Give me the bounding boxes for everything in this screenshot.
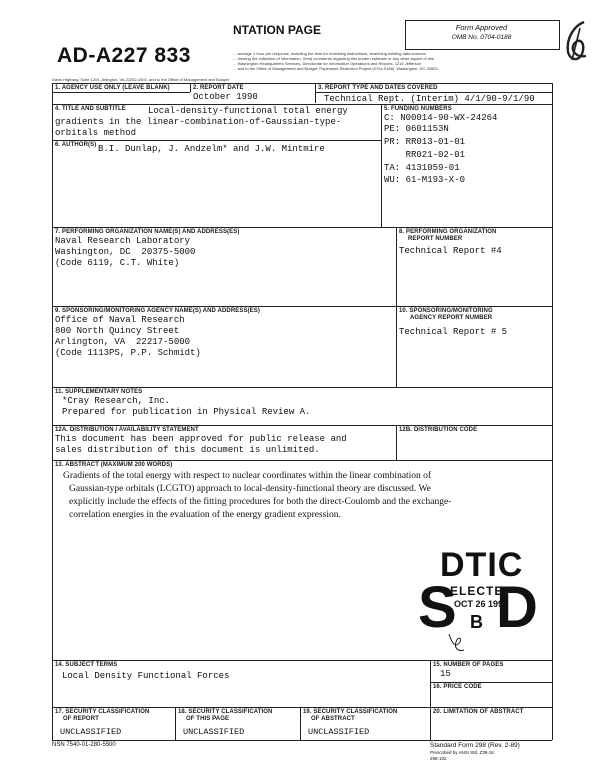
funding-line-5: TA: 4131059-01 (384, 163, 460, 173)
stamp-electe: ELECTE (450, 584, 504, 598)
title-line-2: gradients in the linear-combination-of-Gaussian-type- (55, 117, 342, 127)
burden-line-5: Davis Highway, Suite 1204, Arlington, VA 22202-4302, and to the Office of Management and Budget (52, 78, 229, 82)
supplementary-notes-label: 11. SUPPLEMENTARY NOTES (55, 389, 143, 395)
distribution-code-label: 12B. DISTRIBUTION CODE (399, 427, 478, 433)
agency-use-label: 1. AGENCY USE ONLY (LEAVE BLANK) (55, 85, 170, 91)
page-count-label: 15. NUMBER OF PAGES (433, 662, 504, 668)
page-count-value: 15 (440, 669, 451, 679)
title-label: 4. TITLE AND SUBTITLE (55, 106, 126, 112)
funding-line-2: PE: 0601153N (384, 124, 449, 134)
authors-value: B.I. Dunlap, J. Andzelm* and J.W. Mintmire (98, 144, 325, 154)
price-code-label: 16. PRICE CODE (433, 684, 482, 690)
abstract-line-2: Gaussian-type orbitals (LCGTO) approach to local-density-functional theory are discussed. We (69, 484, 431, 494)
form-left-border (52, 83, 53, 707)
abstract-line-1: Gradients of the total energy with respect to nuclear coordinates within the linear combination of (63, 471, 432, 481)
form-approved-label: Form Approved (455, 23, 508, 32)
security-report-value: UNCLASSIFIED (60, 727, 122, 737)
report-date-label: 2. REPORT DATE (193, 85, 244, 91)
performing-org-line-3: (Code 6119, C.T. White) (55, 258, 180, 268)
security-report-label-2: OF REPORT (63, 716, 99, 722)
security-page-label-2: OF THIS PAGE (186, 716, 230, 722)
stamp-big-d: D (496, 575, 538, 640)
burden-line-4: ... and to the Office of Management and Budget, Paperwork Reduction Project (0704-0188), Washington, DC 20503. (233, 67, 439, 71)
sponsoring-org-label: 9. SPONSORING/MONITORING AGENCY NAME(S) AND ADDRESS(ES) (55, 308, 260, 314)
subject-terms-value: Local Density Functional Forces (62, 671, 230, 681)
stamp-big-s: S (418, 575, 457, 640)
title-line-3: orbitals method (55, 128, 137, 138)
distribution-line-1: This document has been approved for public release and (55, 434, 347, 444)
funding-line-4: RR021-02-01 (384, 150, 466, 160)
distribution-label: 12A. DISTRIBUTION / AVAILABILITY STATEMENT (55, 427, 199, 433)
supplementary-line-2: Prepared for publication in Physical Review A. (62, 407, 311, 417)
sponsoring-org-line-1: Office of Naval Research (55, 315, 185, 325)
stamp-b: B (470, 612, 483, 632)
dtic-logo-text: DTIC (440, 546, 524, 584)
performing-report-label: 8. PERFORMING ORGANIZATION (399, 229, 497, 235)
stamp-date: OCT 26 1990 (454, 599, 509, 609)
funding-line-1: C: N00014-90-WX-24264 (384, 113, 498, 123)
abstract-line-4: correlation energies in the evaluation of the energy gradient expression. (69, 510, 341, 520)
performing-report-value: Technical Report #4 (399, 246, 502, 256)
stamp-initials-icon (446, 630, 468, 654)
title-line-1: Local-density-functional total energy (148, 106, 348, 116)
sponsoring-org-line-2: 800 North Quincy Street (55, 326, 180, 336)
subject-terms-label: 14. SUBJECT TERMS (55, 662, 118, 668)
report-date-value: October 1990 (193, 92, 258, 102)
security-page-value: UNCLASSIFIED (183, 727, 245, 737)
prescribed-by: Prescribed by ANSI Std. Z39-18 (430, 750, 494, 755)
security-abstract-value: UNCLASSIFIED (308, 727, 370, 737)
dtic-stamp (418, 540, 538, 660)
report-type-value: Technical Rept. (Interim) 4/1/90-9/1/90 (324, 94, 535, 104)
form-right-border (552, 83, 553, 707)
nsn-number: NSN 7540-01-280-5500 (52, 742, 116, 748)
sponsoring-org-line-3: Arlington, VA 22217-5000 (55, 337, 191, 347)
sponsoring-report-label: 10. SPONSORING/MONITORING (399, 308, 493, 314)
standard-form: Standard Form 298 (Rev. 2-89) (430, 742, 520, 749)
form-code: 298-102 (430, 756, 447, 761)
performing-org-label: 7. PERFORMING ORGANIZATION NAME(S) AND ADDRESS(ES) (55, 229, 240, 235)
handwritten-mark-icon (560, 18, 592, 68)
funding-line-3: PR: RR013-01-01 (384, 137, 466, 147)
distribution-line-2: sales distribution of this document is unlimited. (55, 445, 320, 455)
sponsoring-org-line-4: (Code 1113PS, P.P. Schmidt) (55, 348, 201, 358)
limitation-label: 20. LIMITATION OF ABSTRACT (433, 709, 524, 715)
security-report-label: 17. SECURITY CLASSIFICATION (55, 709, 150, 715)
funding-label: 5. FUNDING NUMBERS (384, 106, 452, 112)
security-abstract-label: 19. SECURITY CLASSIFICATION (303, 709, 398, 715)
performing-org-line-1: Naval Research Laboratory (55, 236, 191, 246)
burden-line-1: ... average 1 hour per response, including the time for reviewing instructions, searching existing data sources, (233, 52, 427, 56)
security-page-label: 18. SECURITY CLASSIFICATION (178, 709, 273, 715)
omb-number: OMB No. 0704-0188 (451, 34, 512, 41)
supplementary-line-1: *Cray Research, Inc. (62, 396, 171, 406)
performing-report-label-2: REPORT NUMBER (408, 236, 463, 242)
report-type-label: 3. REPORT TYPE AND DATES COVERED (318, 85, 438, 91)
burden-line-2: ... viewing the collection of information. Send comments regarding this burden estimate or any other aspect of this (233, 57, 434, 61)
sponsoring-report-value: Technical Report # 5 (399, 327, 508, 337)
ad-number: AD-A227 833 (57, 44, 191, 67)
authors-label: 6. AUTHOR(S) (55, 142, 97, 148)
performing-org-line-2: Washington, DC 20375-5000 (55, 247, 196, 257)
burden-line-3: ... Washington Headquarters Services, Directorate for Information Operations and Reports, 1215 Jefferson (233, 62, 422, 66)
sponsoring-report-label-2: AGENCY REPORT NUMBER (410, 315, 493, 321)
form-title: NTATION PAGE (233, 23, 321, 37)
security-abstract-label-2: OF ABSTRACT (311, 716, 355, 722)
funding-line-6: WU: 61-M193-X-0 (384, 175, 466, 185)
abstract-line-3: explicitly include the effects of the fitting procedures for both the direct-Coulomb and the exchange- (69, 497, 452, 507)
abstract-label: 13. ABSTRACT (MAXIMUM 200 WORDS) (55, 462, 173, 468)
